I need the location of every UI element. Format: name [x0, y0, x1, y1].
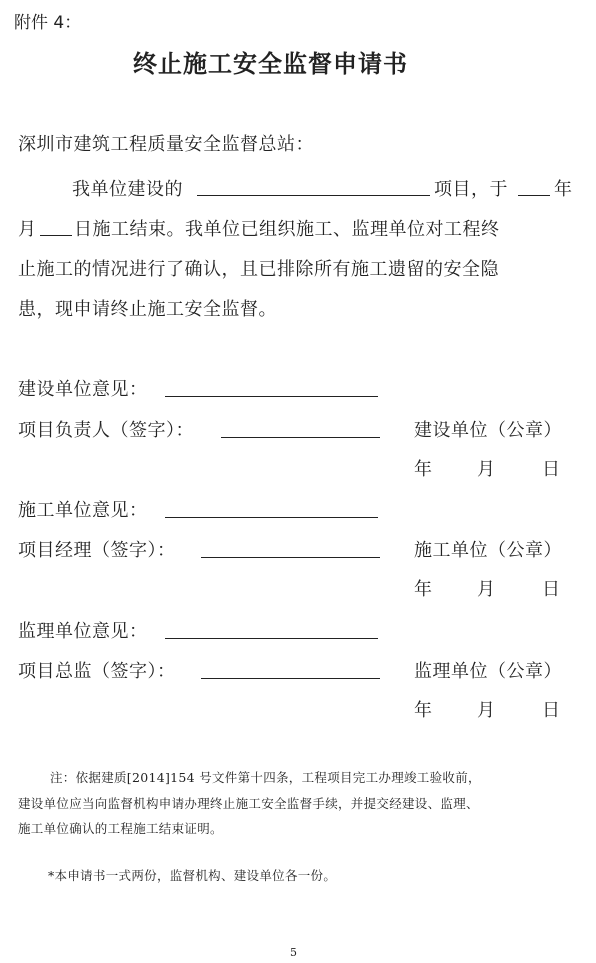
date-month-1: 月 [477, 459, 496, 480]
addressee: 深圳市建筑工程质量安全监督总站： [18, 134, 314, 155]
paragraph-year-text: 年 [554, 179, 573, 200]
year-blank[interactable] [518, 195, 550, 196]
footnote: *本申请书一式两份，监督机构、建设单位各一份。 [48, 868, 337, 883]
date-day-1: 日 [542, 459, 561, 480]
page-number: 5 [290, 946, 297, 959]
construction-unit-opinion-field[interactable] [165, 396, 378, 397]
project-leader-sign-label: 项目负责人（签字）： [18, 420, 194, 441]
date-year-1: 年 [414, 459, 433, 480]
project-leader-sign-field[interactable] [221, 437, 380, 438]
supervisor-opinion-field[interactable] [165, 638, 378, 639]
date-year-3: 年 [414, 700, 433, 721]
supervisor-seal-label: 监理单位（公章） [414, 661, 562, 682]
date-year-2: 年 [414, 579, 433, 600]
paragraph-line4: 患，现申请终止施工安全监督。 [18, 299, 277, 320]
chief-supervisor-sign-label: 项目总监（签字）： [18, 661, 176, 682]
date-month-3: 月 [477, 700, 496, 721]
contractor-seal-label: 施工单位（公章） [414, 540, 562, 561]
contractor-opinion-field[interactable] [165, 517, 378, 518]
day-blank[interactable] [40, 235, 72, 236]
contractor-opinion-label: 施工单位意见： [18, 500, 148, 521]
chief-supervisor-sign-field[interactable] [201, 678, 380, 679]
note-line-3: 施工单位确认的工程施工结束证明。 [18, 821, 223, 836]
project-manager-sign-label: 项目经理（签字）： [18, 540, 176, 561]
project-manager-sign-field[interactable] [201, 557, 380, 558]
paragraph-month-text: 月 [18, 219, 37, 240]
paragraph-prefix: 我单位建设的 [72, 179, 183, 200]
project-name-blank[interactable] [197, 195, 430, 196]
paragraph-project-text: 项目，于 [434, 179, 508, 200]
supervisor-opinion-label: 监理单位意见： [18, 621, 148, 642]
note-line-2: 建设单位应当向监督机构申请办理终止施工安全监督手续，并提交经建设、监理、 [18, 796, 479, 811]
page-title: 终止施工安全监督申请书 [133, 50, 408, 78]
construction-unit-opinion-label: 建设单位意见： [18, 379, 148, 400]
paragraph-line2-text: 日施工结束。我单位已组织施工、监理单位对工程终 [74, 219, 500, 240]
date-day-2: 日 [542, 579, 561, 600]
note-line-1: 注：依据建质[2014]154 号文件第十四条，工程项目完工办理竣工验收前， [50, 770, 481, 785]
attachment-label: 附件 4： [14, 13, 82, 33]
paragraph-line3: 止施工的情况进行了确认，且已排除所有施工遗留的安全隐 [18, 259, 499, 280]
date-month-2: 月 [477, 579, 496, 600]
construction-unit-seal-label: 建设单位（公章） [414, 420, 562, 441]
date-day-3: 日 [542, 700, 561, 721]
